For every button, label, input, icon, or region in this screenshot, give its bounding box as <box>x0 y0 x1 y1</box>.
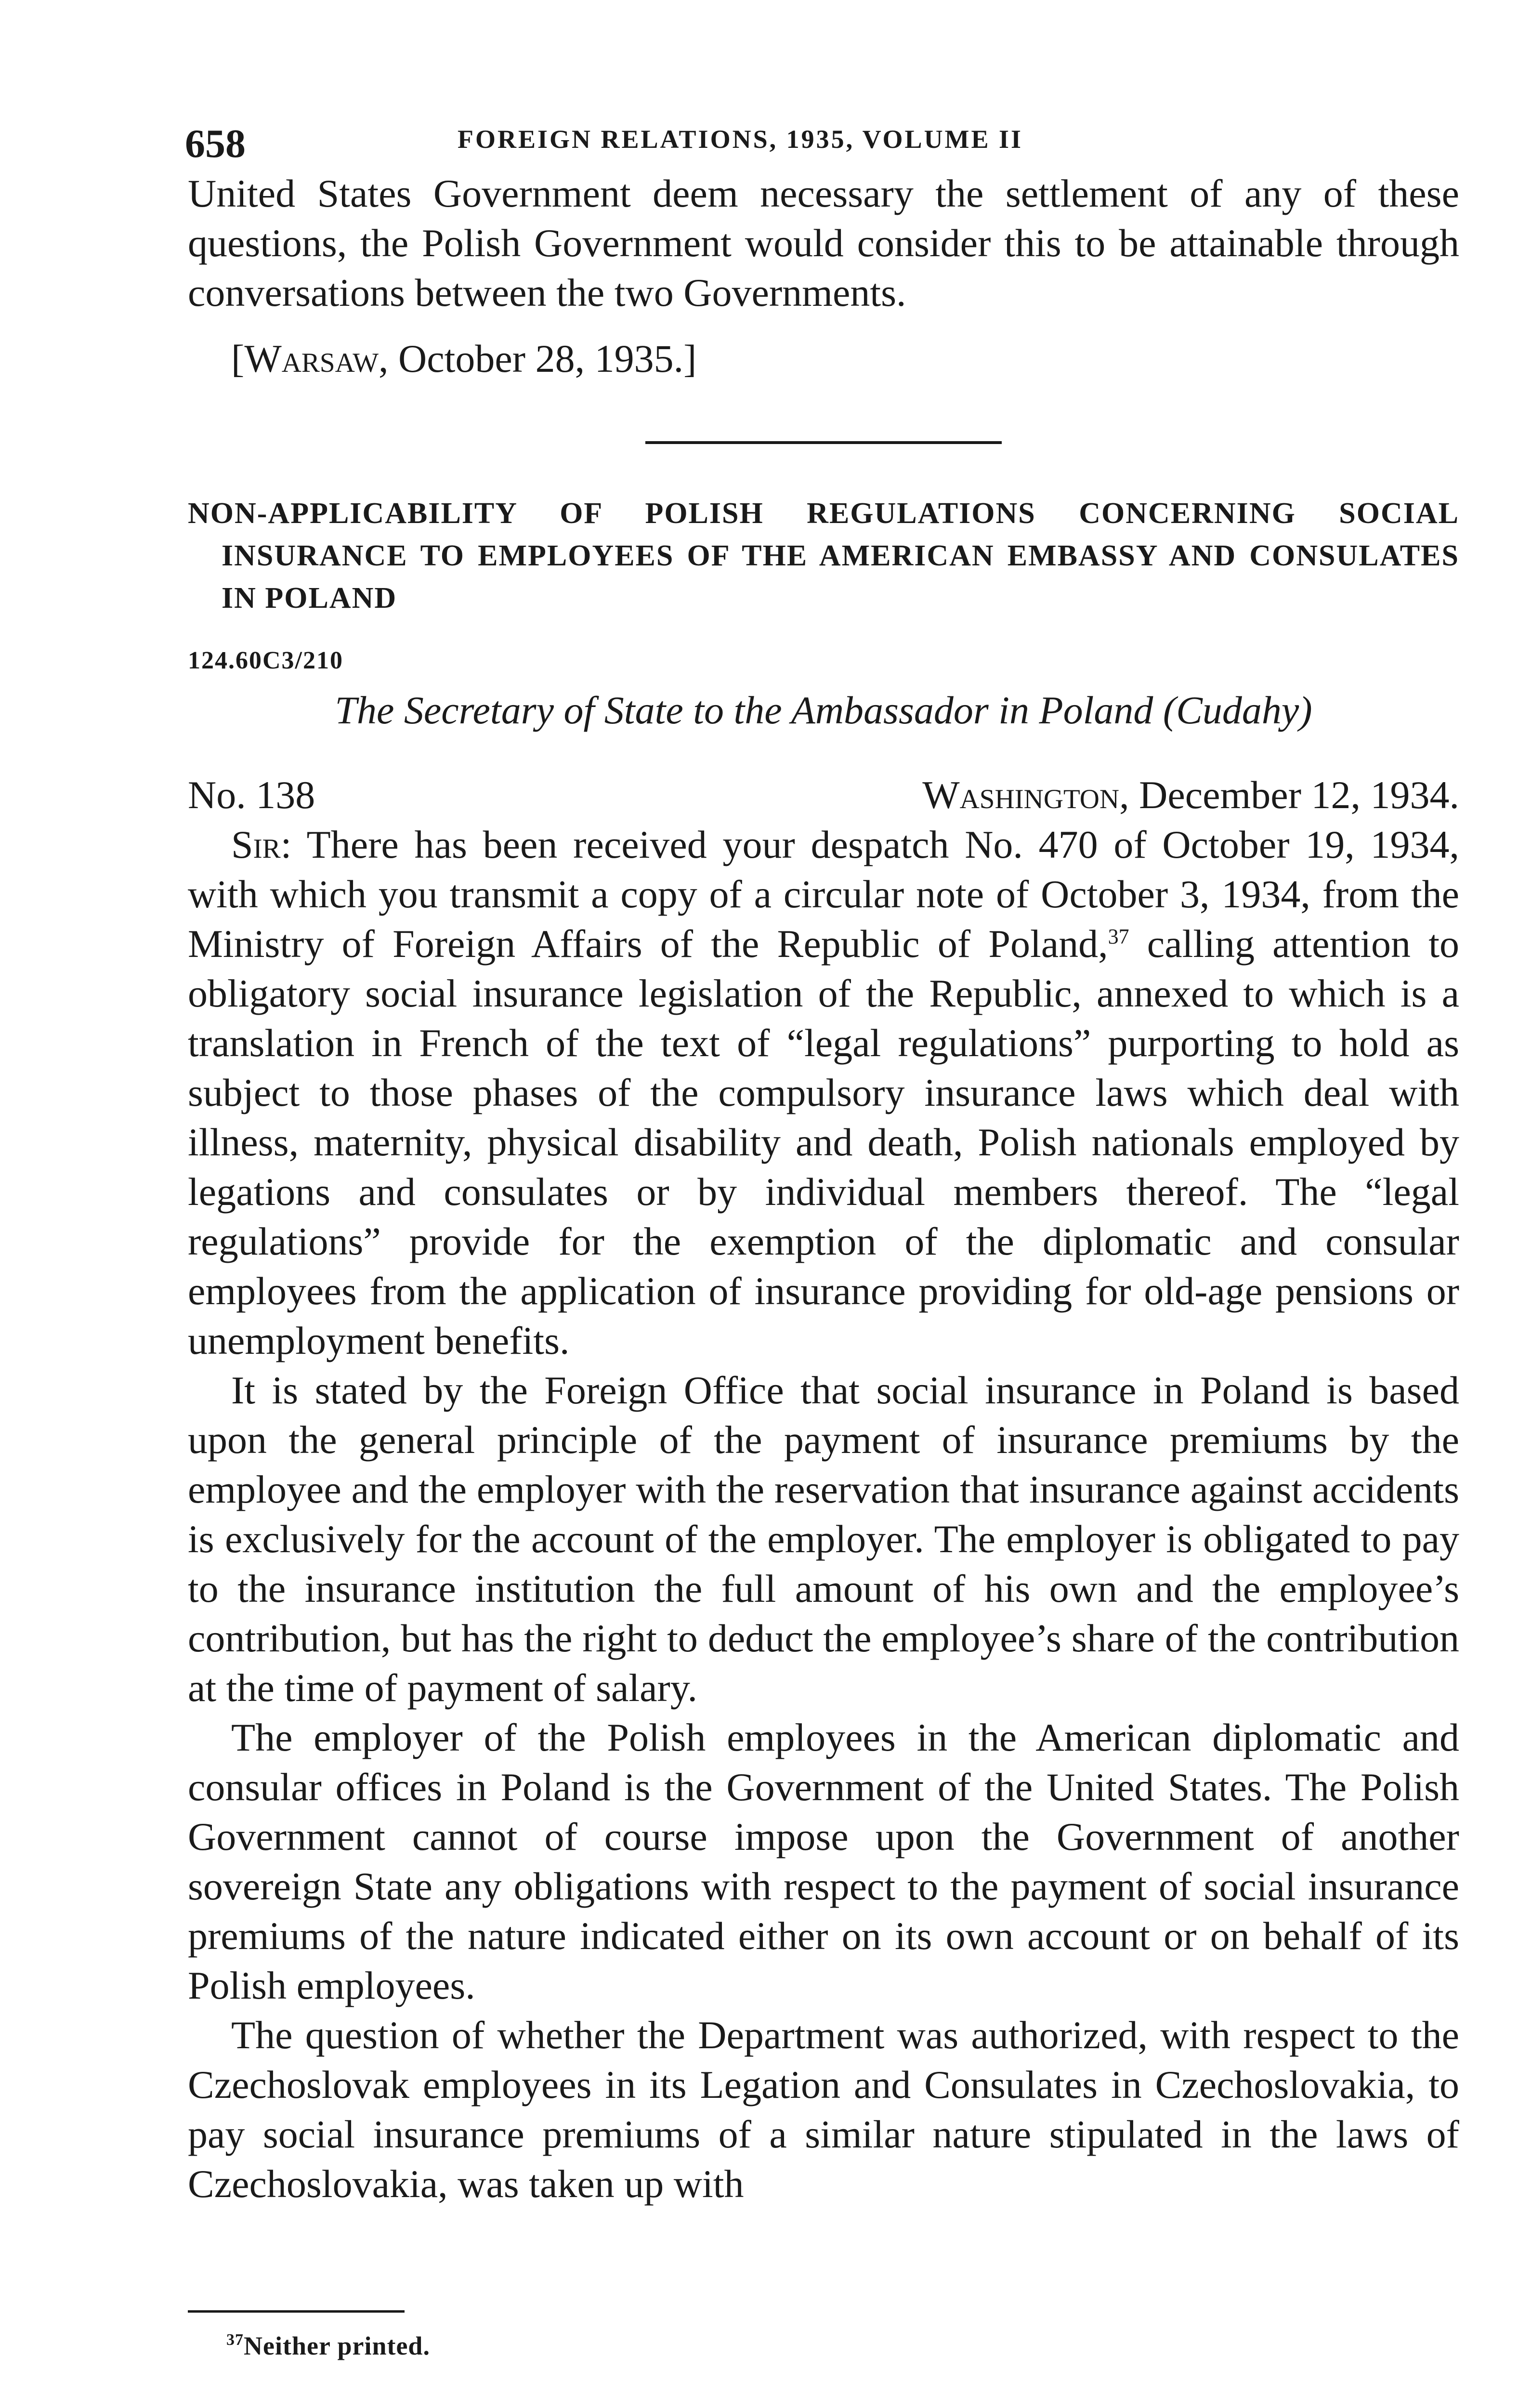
footnote-text: Neither printed. <box>244 2331 430 2360</box>
preceding-date: , October 28, 1935.] <box>379 337 697 380</box>
preceding-dateline: [Warsaw, October 28, 1935.] <box>231 337 697 380</box>
body-paragraph: It is stated by the Foreign Office that social insurance in Poland is based upon the general principle of the payment of insurance premiums by the employee and the employer with the reservation that insurance against accidents is exclusively for the account of the employer. The employer is obligated to pay to the insurance institution the full amount of his own and the employee’s contribution, but has the right to deduct the employee’s share of the contribution at the time of payment of salary. <box>188 1368 1459 1710</box>
footnote-number: 37 <box>226 2331 244 2349</box>
section-title: NON-APPLICABILITY OF POLISH REGULATIONS CONCERNING SOCIAL INSURANCE TO EMPLOYEES OF THE AMERICAN EMBASSY AND CONSULATES IN POLAND <box>188 497 1459 615</box>
footnote-reference[interactable]: 37 <box>1108 925 1129 948</box>
continued-paragraph: United States Government deem necessary the settlement of any of these questions, the Polish Government would consider this to be attainable through conversations between the two Governments. <box>188 171 1459 314</box>
running-head: FOREIGN RELATIONS, 1935, VOLUME II <box>458 125 1023 154</box>
section-divider <box>645 441 1002 444</box>
paragraph-text: : There has been received your despatch No. 470 of October 19, 1934, with which you transmit a copy of a circular note of October 3, 1934, from the Ministry of Foreign Affairs of the Republic of Poland, <box>188 823 1459 966</box>
file-number: 124.60C3/210 <box>188 647 343 674</box>
despatch-number: No. 138 <box>188 773 315 817</box>
page-number: 658 <box>185 121 246 166</box>
footnote <box>226 2331 430 2361</box>
body-paragraph: The employer of the Polish employees in the American diplomatic and consular offices in Poland is the Government of the United States. The Polish Government cannot of course impose upon the Government of another sovereign State any obligations with respect to the payment of social insurance premiums of the nature indicated either on its own account or on behalf of its Polish employees. <box>188 1715 1459 2007</box>
body-paragraph <box>188 820 1459 1365</box>
document-place: Washington <box>922 773 1120 817</box>
footnote-divider <box>188 2310 405 2313</box>
page-body <box>185 111 1459 2209</box>
document-date: , December 12, 1934. <box>1119 773 1459 817</box>
paragraph-text: calling attention to obligatory social insurance legislation of the Republic, annexed to which is a translation in French of the text of “legal regulations” purporting to hold as subject to those phases of the compulsory insurance laws which deal with illness, maternity, physical disability and death, Polish nationals employed by legations and consulates or by individual members thereof. The “legal regulations” provide for the exemption of the diplomatic and consular employees from the application of insurance providing for old-age pensions or unemployment benefits. <box>188 922 1459 1362</box>
preceding-place: Warsaw <box>244 337 379 380</box>
document-dateline <box>188 770 1459 820</box>
salutation: Sir <box>231 823 281 866</box>
document-heading: The Secretary of State to the Ambassador in Poland (Cudahy) <box>335 688 1312 732</box>
body-paragraph: The question of whether the Department was authorized, with respect to the Czechoslovak employees in its Legation and Consulates in Czechoslovakia, to pay social insurance premiums of a similar nature stipulated in the laws of Czechoslovakia, was taken up with <box>188 2013 1459 2206</box>
page-header <box>185 111 1459 169</box>
document-place-date <box>922 770 1459 820</box>
